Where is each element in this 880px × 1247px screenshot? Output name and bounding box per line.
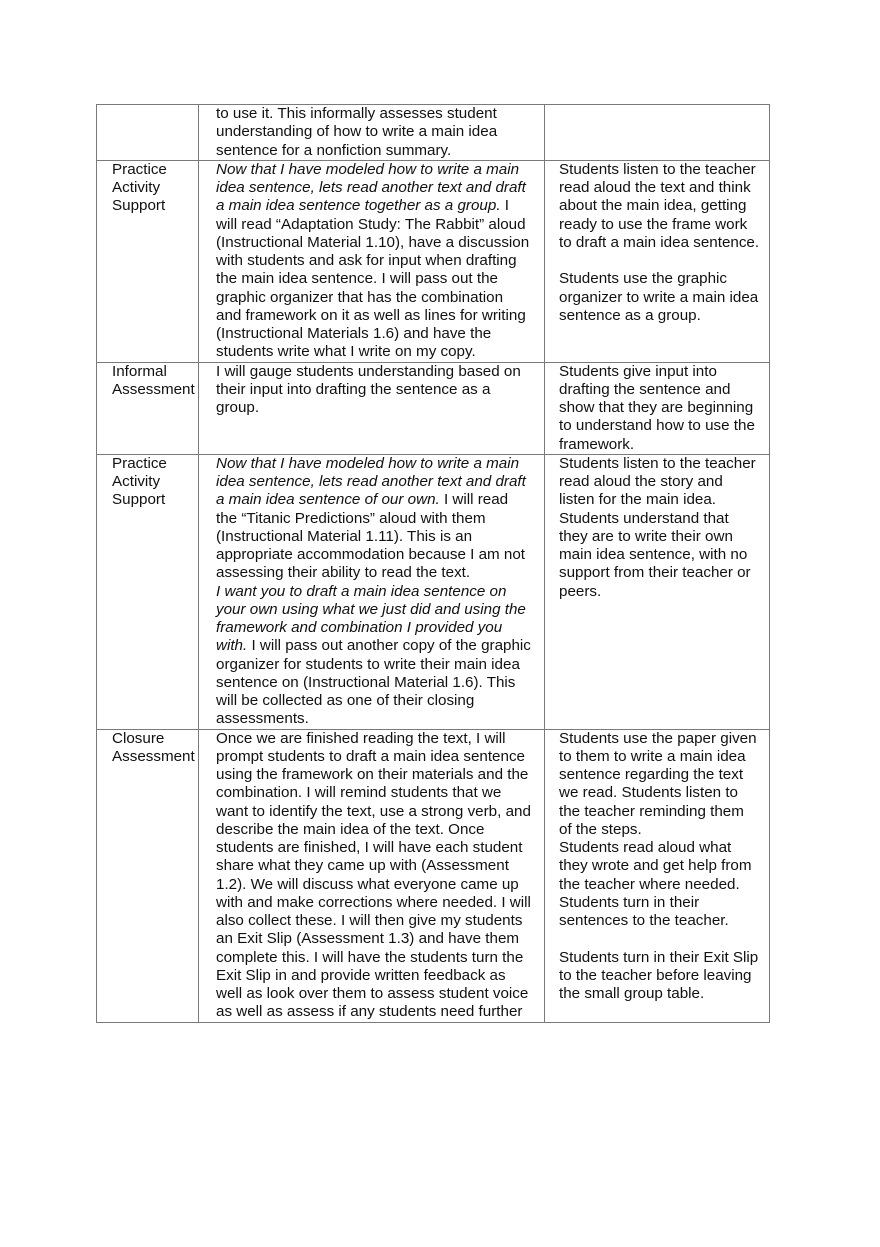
text-line (216, 123, 544, 141)
text: Practice (112, 454, 167, 472)
students-cell (545, 105, 770, 161)
text: and framework on it as well as lines for writing (216, 306, 526, 324)
text-line (216, 930, 544, 948)
text: Closure (112, 729, 165, 747)
text-line (216, 894, 544, 912)
text: combination. I will remind students that we (216, 784, 502, 802)
teacher-cell (199, 105, 545, 161)
text-line (216, 307, 544, 325)
text-line (216, 583, 544, 601)
text: assessments. (216, 710, 309, 728)
text: Students use the paper given (559, 729, 757, 747)
text-line (216, 857, 544, 875)
text: Students give input into (559, 362, 717, 380)
text: main idea sentence, with no (559, 546, 748, 563)
text-line (559, 436, 769, 454)
text-line (559, 307, 769, 325)
text-line (216, 1003, 544, 1021)
table-row (97, 160, 770, 362)
text: Students turn in their Exit Slip (559, 948, 759, 966)
text: ready to use the frame work (559, 215, 748, 233)
text-line (559, 857, 769, 875)
text: Students understand that (559, 509, 729, 527)
italic-text: idea sentence, lets read another text and draft (216, 179, 526, 196)
text-line (559, 455, 769, 473)
text-line (559, 510, 769, 528)
text: assessing their ability to read the text. (216, 564, 471, 582)
text: 1.2). We will discuss what everyone came up (216, 875, 519, 893)
text-line (559, 161, 769, 179)
text: the “Titanic Predictions” aloud with them (216, 509, 486, 527)
text-line (559, 473, 769, 491)
text-line (559, 252, 769, 270)
text-line (216, 564, 544, 582)
text-line (216, 710, 544, 728)
text-line (216, 142, 544, 160)
text-line (559, 930, 769, 948)
text: prompt students to draft a main idea sentence (216, 747, 525, 765)
text: Support (112, 491, 166, 509)
text-line (112, 491, 198, 509)
italic-text: framework and combination I provided you (216, 619, 503, 636)
students-cell (545, 454, 770, 729)
text-line (216, 949, 544, 967)
text-line (216, 674, 544, 692)
text: to use it. This informally assesses student (216, 105, 497, 122)
text: their input into drafting the sentence as a (216, 380, 491, 398)
text: listen for the main idea. (559, 491, 717, 509)
text: sentence for a nonfiction summary. (216, 141, 452, 159)
text: will read “Adaptation Study: The Rabbit” aloud (216, 215, 526, 233)
text-line (216, 161, 544, 179)
text-line (216, 270, 544, 288)
text-line (559, 546, 769, 564)
italic-text: idea sentence, lets read another text and draft (216, 473, 526, 490)
text: read aloud the story and (559, 473, 723, 490)
text-line (216, 491, 544, 509)
italic-text: your own using what we just did and using the (216, 600, 526, 618)
text: appropriate accommodation because I am not (216, 546, 525, 563)
text-line (216, 803, 544, 821)
text: I will gauge students understanding based on (216, 362, 521, 380)
text: we read. Students listen to (559, 784, 738, 802)
text-line (559, 179, 769, 197)
text-line (112, 363, 198, 381)
text: Students use the graphic (559, 270, 728, 288)
italic-text: with. (216, 637, 248, 655)
text-line (216, 252, 544, 270)
text: as well as assess if any students need further (216, 1003, 523, 1021)
text-line (112, 455, 198, 473)
teacher-cell (199, 454, 545, 729)
text-line (216, 325, 544, 343)
text: sentence on (Instructional Material 1.6). This (216, 673, 516, 691)
text: to them to write a main idea (559, 747, 746, 765)
text-line (216, 289, 544, 307)
text-line (216, 967, 544, 985)
italic-text: Now that I have modeled how to write a main (216, 454, 520, 472)
text: share what they came up with (Assessment (216, 857, 509, 875)
text-line (216, 821, 544, 839)
text: the main idea sentence. I will pass out the (216, 270, 498, 288)
text-line (216, 343, 544, 361)
text-line (112, 473, 198, 491)
text-line (559, 912, 769, 930)
text-line (112, 161, 198, 179)
text-line (216, 748, 544, 766)
text: I (500, 197, 509, 215)
text-line (216, 619, 544, 637)
text-line (216, 766, 544, 784)
text-line (216, 216, 544, 234)
text-line (216, 234, 544, 252)
lesson-plan-table (96, 104, 770, 1023)
text: about the main idea, getting (559, 197, 747, 215)
activity-cell (97, 160, 199, 362)
text-line (216, 876, 544, 894)
students-cell (545, 362, 770, 454)
text-line (559, 803, 769, 821)
text: Informal (112, 362, 167, 380)
text: Activity (112, 179, 161, 196)
text: Students turn in their (559, 893, 700, 911)
italic-text: Now that I have modeled how to write a main (216, 160, 520, 178)
text: using the framework on their materials and the (216, 766, 529, 783)
table-row (97, 729, 770, 1022)
text-line (559, 363, 769, 381)
text-line (559, 234, 769, 252)
text-line (559, 399, 769, 417)
text-line (559, 583, 769, 601)
text: drafting the sentence and (559, 380, 731, 398)
text: well as look over them to assess student voice (216, 985, 529, 1002)
text: an Exit Slip (Assessment 1.3) and have them (216, 930, 520, 948)
text: sentence regarding the text (559, 766, 744, 783)
text: to draft a main idea sentence. (559, 233, 760, 251)
text: Support (112, 197, 166, 215)
text-line (559, 766, 769, 784)
text-line (559, 491, 769, 509)
students-cell (545, 160, 770, 362)
text: Students listen to the teacher (559, 160, 756, 178)
text: group. (216, 399, 260, 416)
text: organizer for students to write their main idea (216, 655, 520, 673)
text: also collect these. I will then give my students (216, 912, 523, 929)
text-line (216, 510, 544, 528)
text-line (559, 564, 769, 582)
text: I will pass out another copy of the graphic (247, 637, 531, 655)
text: sentence as a group. (559, 306, 701, 324)
text-line (559, 894, 769, 912)
text-line (559, 417, 769, 435)
text: students write what I write on my copy. (216, 343, 476, 361)
text: the teacher reminding them (559, 802, 744, 820)
text: Practice (112, 160, 167, 178)
text-line (559, 985, 769, 1003)
text-line (559, 949, 769, 967)
text: peers. (559, 582, 602, 600)
activity-cell (97, 362, 199, 454)
text: I will read (439, 491, 509, 509)
text-line (216, 985, 544, 1003)
text-line (559, 197, 769, 215)
text-line (112, 748, 198, 766)
text: they wrote and get help from (559, 857, 752, 875)
table-row (97, 362, 770, 454)
text-line (559, 216, 769, 234)
teacher-cell (199, 160, 545, 362)
italic-text: a main idea sentence of our own. (216, 491, 440, 509)
text-line (216, 730, 544, 748)
text: describe the main idea of the text. Once (216, 820, 485, 838)
text-line (216, 179, 544, 197)
text-line (216, 601, 544, 619)
text-line (112, 381, 198, 399)
text: show that they are beginning (559, 399, 754, 416)
text-line (559, 784, 769, 802)
text-line (559, 876, 769, 894)
table-row (97, 105, 770, 161)
text: the small group table. (559, 985, 705, 1002)
text: complete this. I will have the students turn the (216, 948, 524, 966)
text-line (559, 748, 769, 766)
text: organizer to write a main idea (559, 288, 759, 306)
text: Activity (112, 473, 161, 490)
teacher-cell (199, 729, 545, 1022)
text-line (216, 546, 544, 564)
text: Once we are finished reading the text, I will (216, 729, 506, 747)
activity-cell (97, 454, 199, 729)
text: framework. (559, 435, 635, 453)
text: Students listen to the teacher (559, 454, 756, 472)
text-line (216, 528, 544, 546)
text: students are finished, I will have each student (216, 839, 523, 856)
text: support from their teacher or (559, 564, 751, 582)
text-line (559, 839, 769, 857)
table-row (97, 454, 770, 729)
text: will be collected as one of their closing (216, 692, 475, 709)
text-line (559, 381, 769, 399)
text: sentences to the teacher. (559, 912, 729, 929)
text: to understand how to use the (559, 417, 755, 435)
activity-cell (97, 729, 199, 1022)
text: of the steps. (559, 820, 642, 838)
text-line (216, 656, 544, 674)
text-line (559, 270, 769, 288)
text-line (559, 730, 769, 748)
text-line (216, 637, 544, 655)
text-line (216, 399, 544, 417)
text: (Instructional Material 1.10), have a discussion (216, 233, 530, 251)
text: understanding of how to write a main idea (216, 123, 498, 141)
text-line (216, 784, 544, 802)
text-line (216, 197, 544, 215)
text: Students read aloud what (559, 839, 732, 856)
text-line (559, 528, 769, 546)
text: with students and ask for input when drafting (216, 252, 517, 269)
italic-text: a main idea sentence together as a group. (216, 197, 501, 215)
text-line (112, 730, 198, 748)
text: with and make corrections where needed. I will (216, 893, 531, 911)
teacher-cell (199, 362, 545, 454)
text-line (216, 381, 544, 399)
text-line (216, 912, 544, 930)
text: they are to write their own (559, 527, 733, 545)
text-line (112, 197, 198, 215)
text: the teacher where needed. (559, 875, 740, 893)
text-line (216, 473, 544, 491)
text-line (216, 839, 544, 857)
text-line (216, 105, 544, 123)
text: Assessment (112, 380, 195, 398)
text-line (559, 967, 769, 985)
activity-cell (97, 105, 199, 161)
text: to the teacher before leaving (559, 966, 752, 984)
text: read aloud the text and think (559, 179, 751, 196)
text-line (112, 179, 198, 197)
text: (Instructional Materials 1.6) and have the (216, 325, 492, 342)
students-cell (545, 729, 770, 1022)
text-line (216, 363, 544, 381)
text: Exit Slip in and provide written feedback as (216, 966, 506, 984)
italic-text: I want you to draft a main idea sentence on (216, 582, 507, 600)
text: Assessment (112, 747, 195, 765)
text-line (216, 692, 544, 710)
text-line (559, 289, 769, 307)
text: graphic organizer that has the combination (216, 288, 504, 306)
text: (Instructional Material 1.11). This is an (216, 527, 473, 545)
text-line (559, 821, 769, 839)
text: want to identify the text, use a strong verb, and (216, 802, 531, 820)
text-line (216, 455, 544, 473)
